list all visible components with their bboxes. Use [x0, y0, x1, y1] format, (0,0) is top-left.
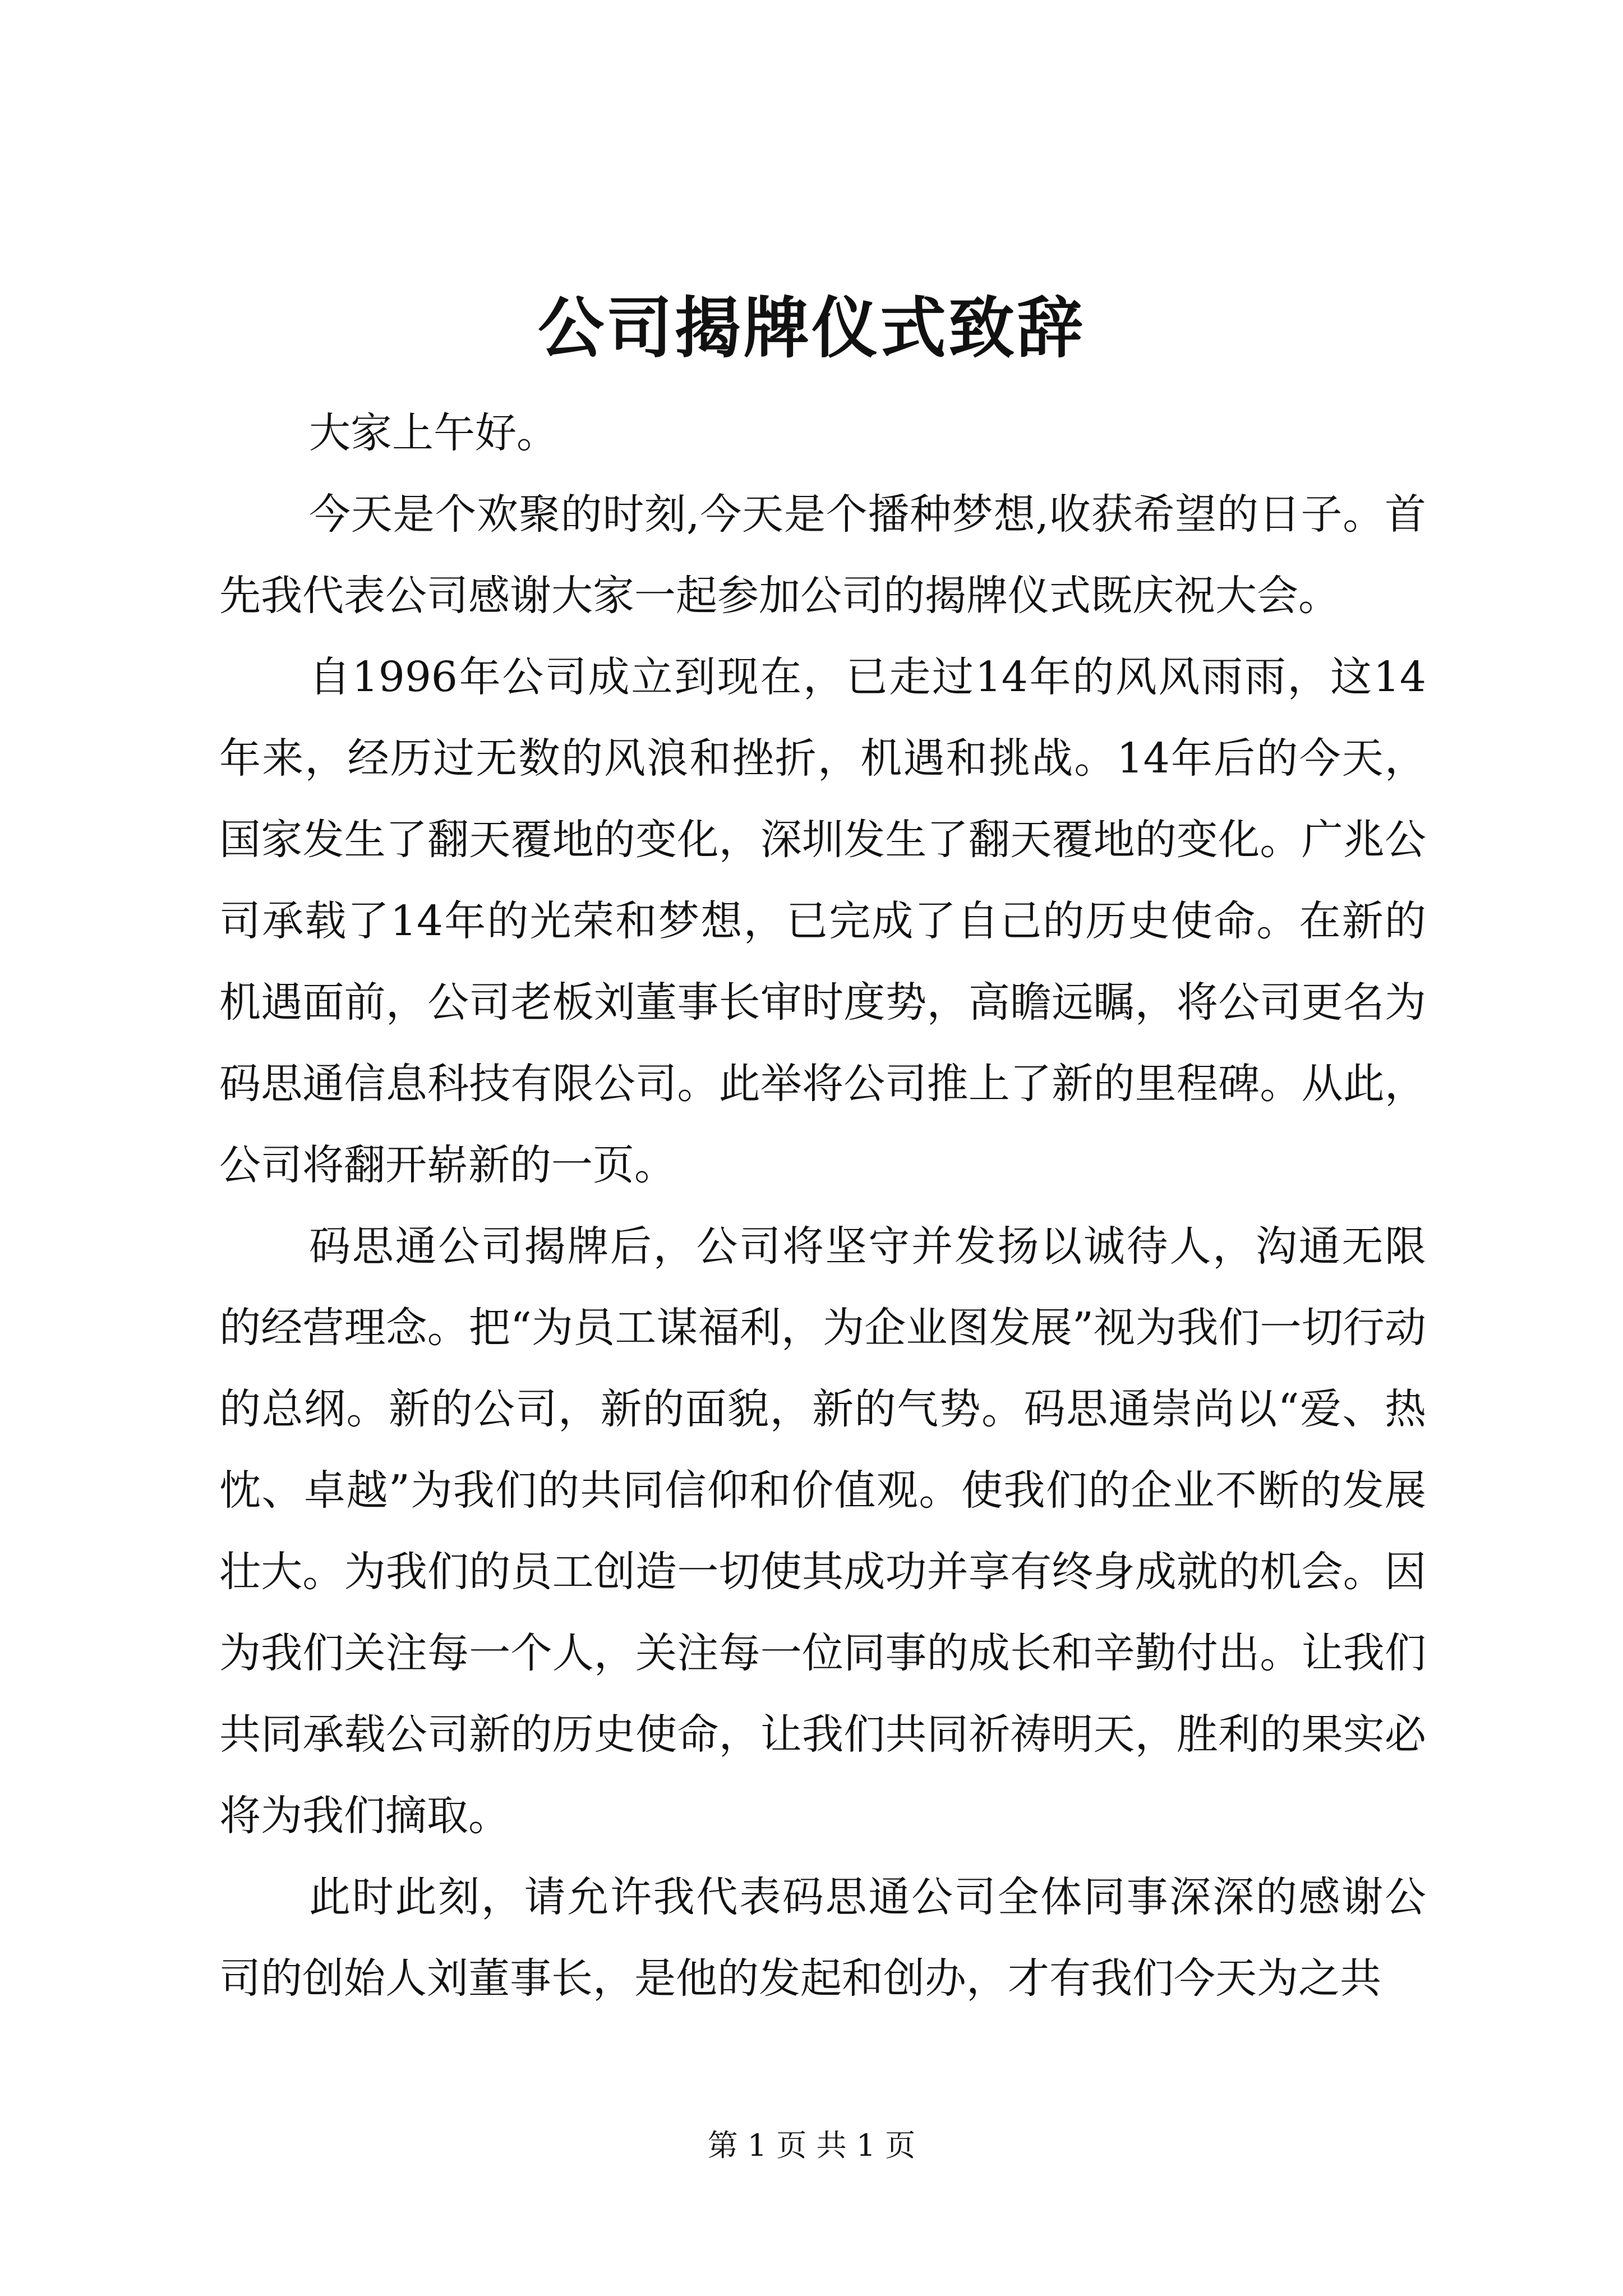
document-body — [219, 393, 1426, 2019]
paragraph-thanks: 此时此刻，请允许我代表码思通公司全体同事深深的感谢公司的创始人刘董事长，是他的发起和创办，才有我们今天为之共 — [219, 1873, 1426, 2003]
page-footer: 第 1 页 共 1 页 — [707, 2128, 916, 2163]
document-title: 公司揭牌仪式致辞 — [537, 289, 1085, 367]
paragraph-greeting: 大家上午好。 — [309, 409, 558, 457]
paragraph-philosophy: 码思通公司揭牌后，公司将坚守并发扬以诚待人，沟通无限的经营理念。把“为员工谋福利，为企业图发展”视为我们一切行动的总纲。新的公司，新的面貌，新的气势。码思通崇尚以“爱、热忱、卓越”为我们的共同信仰和价值观。使我们的企业不断的发展壮大。为我们的员工创造一切使其成功并享有终身成就的机会。因为我们关注每一个人，关注每一位同事的成长和辛勤付出。让我们共同承载公司新的历史使命，让我们共同祈祷明天，胜利的果实必将为我们摘取。 — [219, 1222, 1426, 1840]
paragraph-opening: 今天是个欢聚的时刻,今天是个播种梦想,收获希望的日子。首先我代表公司感谢大家一起参加公司的揭牌仪式既庆祝大会。 — [219, 490, 1426, 620]
paragraph-history: 自1996年公司成立到现在，已走过14年的风风雨雨，这14年来，经历过无数的风浪和挫折，机遇和挑战。14年后的今天，国家发生了翻天覆地的变化，深圳发生了翻天覆地的变化。广兆公司承载了14年的光荣和梦想，已完成了自己的历史使命。在新的机遇面前，公司老板刘董事长审时度势，高瞻远瞩，将公司更名为码思通信息科技有限公司。此举将公司推上了新的里程碑。从此，公司将翻开崭新的一页。 — [219, 653, 1426, 1189]
